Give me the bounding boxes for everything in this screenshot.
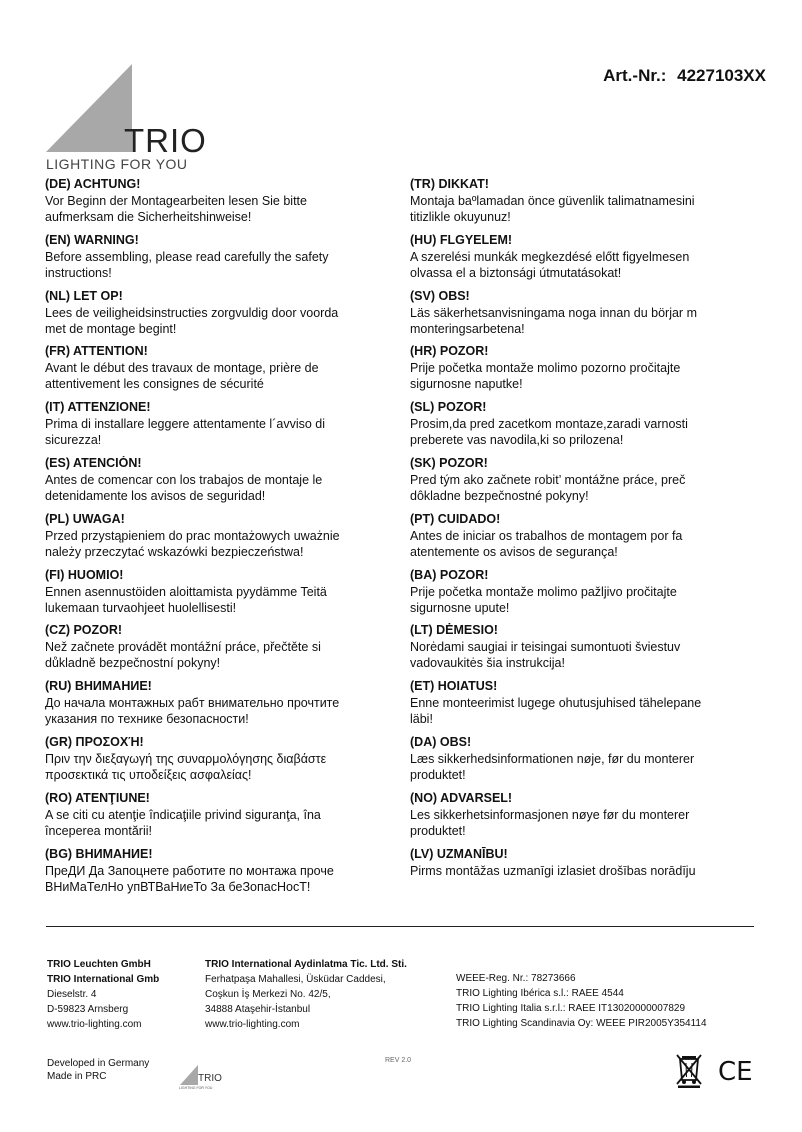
footer-address-turkey	[205, 957, 407, 1032]
warning-title: (TR) DIKKAT!	[410, 177, 489, 191]
warning-section	[45, 847, 389, 903]
warning-section	[410, 568, 748, 624]
made-in: Made in PRC	[47, 1071, 107, 1082]
footer-line: TRIO Leuchten GmbH	[47, 959, 151, 970]
developed-in: Developed in Germany	[47, 1058, 150, 1069]
footer-website[interactable]: www.trio-lighting.com	[47, 1019, 142, 1030]
warning-text: Montaja baºlamadan önce güvenlik talimatnamesini	[410, 194, 695, 208]
footer-line: 34888 Ataşehir-İstanbul	[205, 1004, 311, 1015]
warning-text: Les sikkerhetsinformasjonen nøye før du monterer	[410, 807, 690, 822]
warning-title: (FR) ATTENTION!	[45, 344, 148, 359]
trio-small-logo-icon	[178, 1063, 224, 1089]
warning-title: (ES) ATENCIÓN!	[45, 455, 142, 470]
footer-line: Dieselstr. 4	[47, 989, 97, 1000]
footer-line: D-59823 Arnsberg	[47, 1004, 129, 1015]
footer-registrations	[456, 971, 752, 1031]
revision-label: REV 2.0	[385, 1057, 412, 1064]
warning-text: sigurnosne naputke!	[410, 377, 523, 392]
warning-title: (IT) ATTENZIONE!	[45, 400, 151, 415]
warning-text: указания по технике безопасности!	[45, 712, 249, 727]
footer-website[interactable]: www.trio-lighting.com	[205, 1019, 300, 1030]
footer-line: Ferhatpaşa Mahallesi, Üsküdar Caddesi,	[205, 974, 386, 985]
warning-section	[410, 512, 748, 568]
warning-section	[410, 289, 748, 345]
warning-text: Przed przystąpieniem do prac montażowych uważnie	[45, 528, 340, 543]
small-logo-tagline: LIGHTING FOR YOU	[179, 1086, 213, 1089]
ce-text: CE	[718, 1057, 753, 1084]
warning-title: (HR) POZOR!	[410, 344, 489, 359]
warning-text: aufmerksam die Sicherheitshinweise!	[45, 210, 252, 224]
warning-text: vadovaukitės šia instrukcija!	[410, 656, 565, 671]
warning-text: instructions!	[45, 265, 112, 280]
warning-section	[45, 344, 389, 400]
warning-section	[45, 233, 389, 289]
warning-title: (DE) ACHTUNG!	[45, 177, 141, 191]
warning-section	[410, 233, 748, 289]
warning-section	[45, 679, 389, 735]
warning-section	[45, 177, 389, 233]
warning-title: (SL) POZOR!	[410, 400, 487, 415]
warning-text: Avant le début des travaux de montage, prière de	[45, 361, 319, 376]
warning-text: Než začnete provádět montážní práce, přečtěte si	[45, 640, 321, 655]
warning-text: До начала монтажных рабт внимательно прочтите	[45, 696, 340, 711]
warning-text: ВНиМаТелНо упВТВаНиеТо За беЗопасНосТ!	[45, 879, 311, 894]
footer-line: TRIO Lighting Italia s.r.l.: RAEE IT13020000007829	[456, 1003, 686, 1014]
warning-title: (NO) ADVARSEL!	[410, 790, 513, 805]
footer-line: WEEE-Reg. Nr.: 78273666	[456, 973, 576, 984]
warning-title: (HU) FLGYELEM!	[410, 232, 513, 247]
warning-text: Lees de veiligheidsinstructies zorgvuldig door voorda	[45, 305, 339, 320]
logo-text: TRIO	[124, 122, 207, 159]
warning-text: A szerelési munkák megkezdésé előtt figyelmesen	[410, 249, 690, 264]
warning-title: (BA) POZOR!	[410, 567, 489, 582]
warning-text: produktet!	[410, 767, 466, 782]
warning-text: Pred tým ako začnete robit’ montážne práce, preč	[410, 472, 686, 487]
warning-text: met de montage begint!	[45, 321, 177, 336]
warning-title: (NL) LET OP!	[45, 288, 123, 303]
warning-section	[410, 400, 748, 456]
warning-text: dôkladne bezpečnostné pokyny!	[410, 488, 589, 503]
warning-section	[45, 791, 389, 847]
warning-text: attentivement les consignes de sécurité	[45, 377, 264, 392]
warning-text: Antes de iniciar os trabalhos de montagem por fa	[410, 528, 683, 543]
warning-title: (SV) OBS!	[410, 288, 470, 303]
warning-title: (GR) ΠΡΟΣΟΧΉ!	[45, 734, 144, 749]
warning-text: produktet!	[410, 823, 466, 838]
warning-section	[410, 623, 748, 679]
logo-tagline: LIGHTING FOR YOU	[46, 156, 188, 172]
warning-title: (ET) HOIATUS!	[410, 679, 498, 694]
warning-section	[410, 847, 748, 903]
small-logo-text: TRIO	[198, 1073, 222, 1084]
warnings-right-column	[410, 177, 748, 902]
warning-section	[410, 791, 748, 847]
warning-text: atentemente os avisos de segurança!	[410, 544, 618, 559]
footer-line: TRIO Lighting Scandinavia Oy: WEEE PIR2005Y354114	[456, 1018, 707, 1029]
footer-line: Coşkun İş Merkezi No. 42/5,	[205, 989, 331, 1000]
warning-text: monteringsarbetena!	[410, 321, 525, 336]
warning-text: läbi!	[410, 712, 433, 727]
crossed-bin-icon	[674, 1052, 704, 1088]
origin-info	[47, 1057, 149, 1083]
warning-text: należy przeczytać wskazówki bezpieczeństwa!	[45, 544, 304, 559]
warning-title: (RO) ATENŢIUNE!	[45, 790, 150, 805]
warning-text: Läs säkerhetsanvisningama noga innan du börjar m	[410, 305, 697, 320]
warning-section	[410, 344, 748, 400]
warning-text: titizlikle okuyunuz!	[410, 210, 511, 224]
warning-title: (RU) ВНИМАНИЕ!	[45, 679, 152, 694]
warning-text: Enne monteerimist lugege ohutusjuhised tähelepane	[410, 696, 702, 711]
ce-mark-icon	[718, 1056, 754, 1084]
warning-text: sigurnosne upute!	[410, 600, 510, 615]
warning-text: Prima di installare leggere attentamente l´avviso di	[45, 417, 325, 432]
warning-text: detenidamente los avisos de seguridad!	[45, 488, 266, 503]
warnings-left-column	[45, 177, 389, 902]
warning-text: sicurezza!	[45, 433, 102, 448]
warning-title: (LV) UZMANĪBU!	[410, 846, 508, 861]
warning-text: Læs sikkerhedsinformationen nøje, før du monterer	[410, 751, 695, 766]
warning-text: Pirms montāžas uzmanīgi izlasiet drošības norādīju	[410, 863, 696, 878]
warning-title: (PT) CUIDADO!	[410, 511, 501, 526]
warning-title: (CZ) POZOR!	[45, 623, 123, 638]
warning-section	[410, 679, 748, 735]
footer-line: TRIO Lighting Ibérica s.l.: RAEE 4544	[456, 988, 624, 999]
warning-text: Prosim,da pred zacetkom montaze,zaradi varnosti	[410, 417, 688, 432]
warning-title: (DA) OBS!	[410, 734, 472, 749]
warning-title: (EN) WARNING!	[45, 232, 139, 247]
warning-section	[410, 177, 748, 233]
warning-text: Prije početka montaže molimo pozorno pročitajte	[410, 361, 681, 376]
warning-text: ПреДИ Да Запоцнете работите по монтажа проче	[45, 863, 334, 878]
warning-text: A se citi cu atenţie îndicaţiile privind siguranţa, îna	[45, 807, 321, 822]
warning-section	[45, 400, 389, 456]
warning-section	[45, 456, 389, 512]
footer-address-germany	[47, 957, 159, 1032]
warning-title: (PL) UWAGA!	[45, 511, 125, 526]
warning-text: preberete vas navodila,ki so prilozena!	[410, 433, 624, 448]
warning-title: (SK) POZOR!	[410, 455, 488, 470]
warning-section	[45, 735, 389, 791]
warning-title: (BG) ВНИМАНИЕ!	[45, 846, 153, 861]
warning-section	[410, 456, 748, 512]
warning-title: (FI) HUOMIO!	[45, 567, 124, 582]
warning-section	[45, 568, 389, 624]
warning-section	[45, 289, 389, 345]
footer-divider	[46, 926, 754, 927]
warning-text: důkladně bezpečnostní pokyny!	[45, 656, 221, 671]
warning-text: Πριν την διεξαγωγή της συναρμολόγησης διαβάστε	[45, 751, 327, 766]
warning-text: Vor Beginn der Montagearbeiten lesen Sie bitte	[45, 194, 307, 208]
warning-text: Antes de comencar con los trabajos de montaje le	[45, 472, 323, 487]
warning-title: (LT) DĖMESIO!	[410, 623, 498, 638]
article-number: Art.-Nr.: 4227103XX	[603, 66, 766, 85]
warning-section	[45, 512, 389, 568]
warning-section	[410, 735, 748, 791]
warning-text: începerea montării!	[45, 823, 153, 838]
warning-text: olvassa el a biztonsági útmutatásokat!	[410, 265, 622, 280]
warning-text: lukemaan turvaohjeet huolellisesti!	[45, 600, 237, 615]
warning-text: Before assembling, please read carefully the safety	[45, 249, 329, 264]
warning-text: Ennen asennustöiden aloittamista pyydämme Teitä	[45, 584, 327, 599]
warning-text: Prije početka montaže molimo pažljivo pročitajte	[410, 584, 677, 599]
warning-section	[45, 623, 389, 679]
trio-triangle-icon	[46, 64, 136, 156]
footer-line: TRIO International Gmb	[47, 974, 160, 985]
warning-text: Norėdami saugiai ir teisingai sumontuoti šviestuv	[410, 640, 681, 655]
footer-line: TRIO International Aydinlatma Tic. Ltd. Sti.	[205, 959, 407, 970]
warning-text: προσεκτικά τις υποδείξεις ασφαλείας!	[45, 767, 252, 782]
